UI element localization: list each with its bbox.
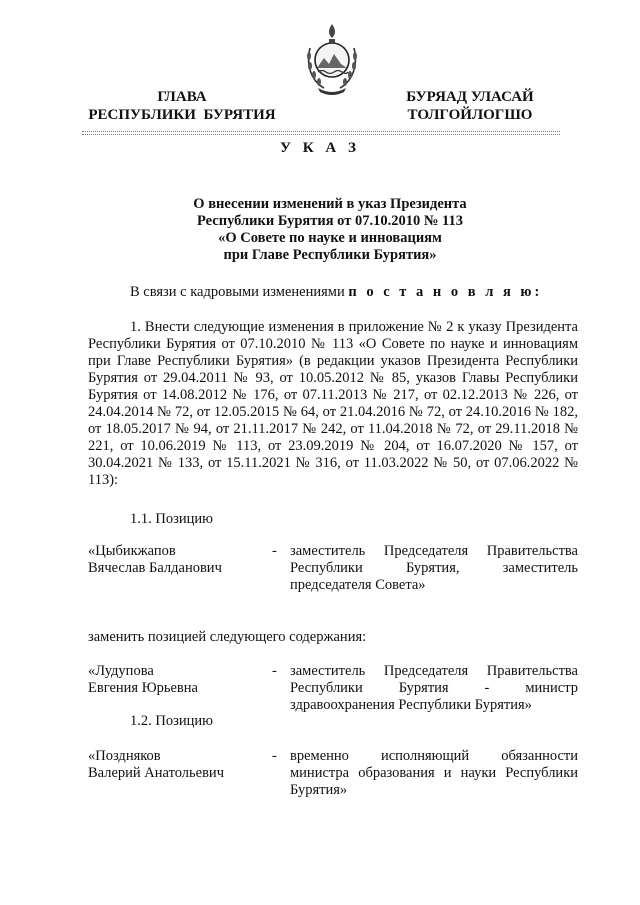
subject-line-2: Республики Бурятия от 07.10.2010 № 113 xyxy=(197,213,463,229)
issuer-line-1: ГЛАВА xyxy=(157,89,207,105)
member-name xyxy=(88,748,268,782)
item-1-text: 1. Внести следующие изменения в приложение № 2 к указу Президента Республики Бурятия от 07.10.2010 № 113 «О Совете по науке и инновациям при Главе Республики Бурятия» (в редакции указов Президента Республики Бурятия от 29.04.2011 № 93, от 10.05.2012 № 85, указов Главы Республики Бурятия от 14.08.2012 № 176, от 07.11.2013 № 217, от 02.12.2013 № 226, от 24.04.2014 № 72, от 12.05.2015 № 64, от 21.04.2016 № 72, от 24.10.2016 № 182, от 18.05.2017 № 94, от 21.11.2017 № 242, от 11.04.2018 № 72, от 29.11.2018 № 221, от 10.06.2019 № 113, от 23.09.2019 № 204, от 16.07.2020 № 157, от 30.04.2021 № 133, от 15.11.2021 № 316, от 11.03.2022 № 50, от 07.06.2022 № 113): xyxy=(88,319,578,488)
subject-line-1: О внесении изменений в указ Президента xyxy=(193,196,467,212)
new-member-position: заместитель Председателя Правительства Республики Бурятия - министр здравоохранения Республики Бурятия» xyxy=(290,663,578,713)
old-member-position: заместитель Председателя Правительства Республики Бурятия, заместитель председателя Совета» xyxy=(290,543,578,593)
subject-line-4: при Главе Республики Бурятия» xyxy=(223,247,437,263)
member-dash: - xyxy=(272,748,277,764)
old-member-given-names: Вячеслав Балданович xyxy=(88,560,222,576)
header-divider-second xyxy=(82,134,560,135)
old-member-name xyxy=(88,543,268,577)
member-surname: «Поздняков xyxy=(88,748,161,764)
issuer-title-bua xyxy=(390,88,550,124)
old-member-dash: - xyxy=(272,543,277,559)
item-1-2-heading: 1.2. Позицию xyxy=(130,713,213,729)
new-member-dash: - xyxy=(272,663,277,679)
issuer-line-bua-1: БУРЯАД УЛАСАЙ xyxy=(406,89,534,105)
subject-line-3: «О Совете по науке и инновациям xyxy=(218,230,442,246)
new-member-given-names: Евгения Юрьевна xyxy=(88,680,198,696)
preamble xyxy=(130,284,570,301)
item-1-1-heading: 1.1. Позицию xyxy=(130,511,213,527)
issuer-title-ru xyxy=(82,88,282,124)
coat-of-arms-icon xyxy=(300,18,364,96)
old-member-surname: «Цыбикжапов xyxy=(88,543,176,559)
new-member-name xyxy=(88,663,268,697)
replace-text: заменить позицией следующего содержания: xyxy=(88,629,367,645)
document-subject xyxy=(120,196,540,264)
member-position: временно исполняющий обязанности министра образования и науки Республики Бурятия» xyxy=(290,748,578,798)
header-divider xyxy=(82,131,560,132)
issuer-line-bua-2: ТОЛГОЙЛОГШО xyxy=(407,107,533,123)
document-title: У К А З xyxy=(280,140,360,156)
member-given-names: Валерий Анатольевич xyxy=(88,765,224,781)
new-member-surname: «Лудупова xyxy=(88,663,154,679)
preamble-text: В связи с кадровыми изменениями xyxy=(130,284,345,300)
issuer-line-2: РЕСПУБЛИКИ БУРЯТИЯ xyxy=(88,107,276,123)
preamble-decree-word: п о с т а н о в л я ю: xyxy=(348,284,543,300)
